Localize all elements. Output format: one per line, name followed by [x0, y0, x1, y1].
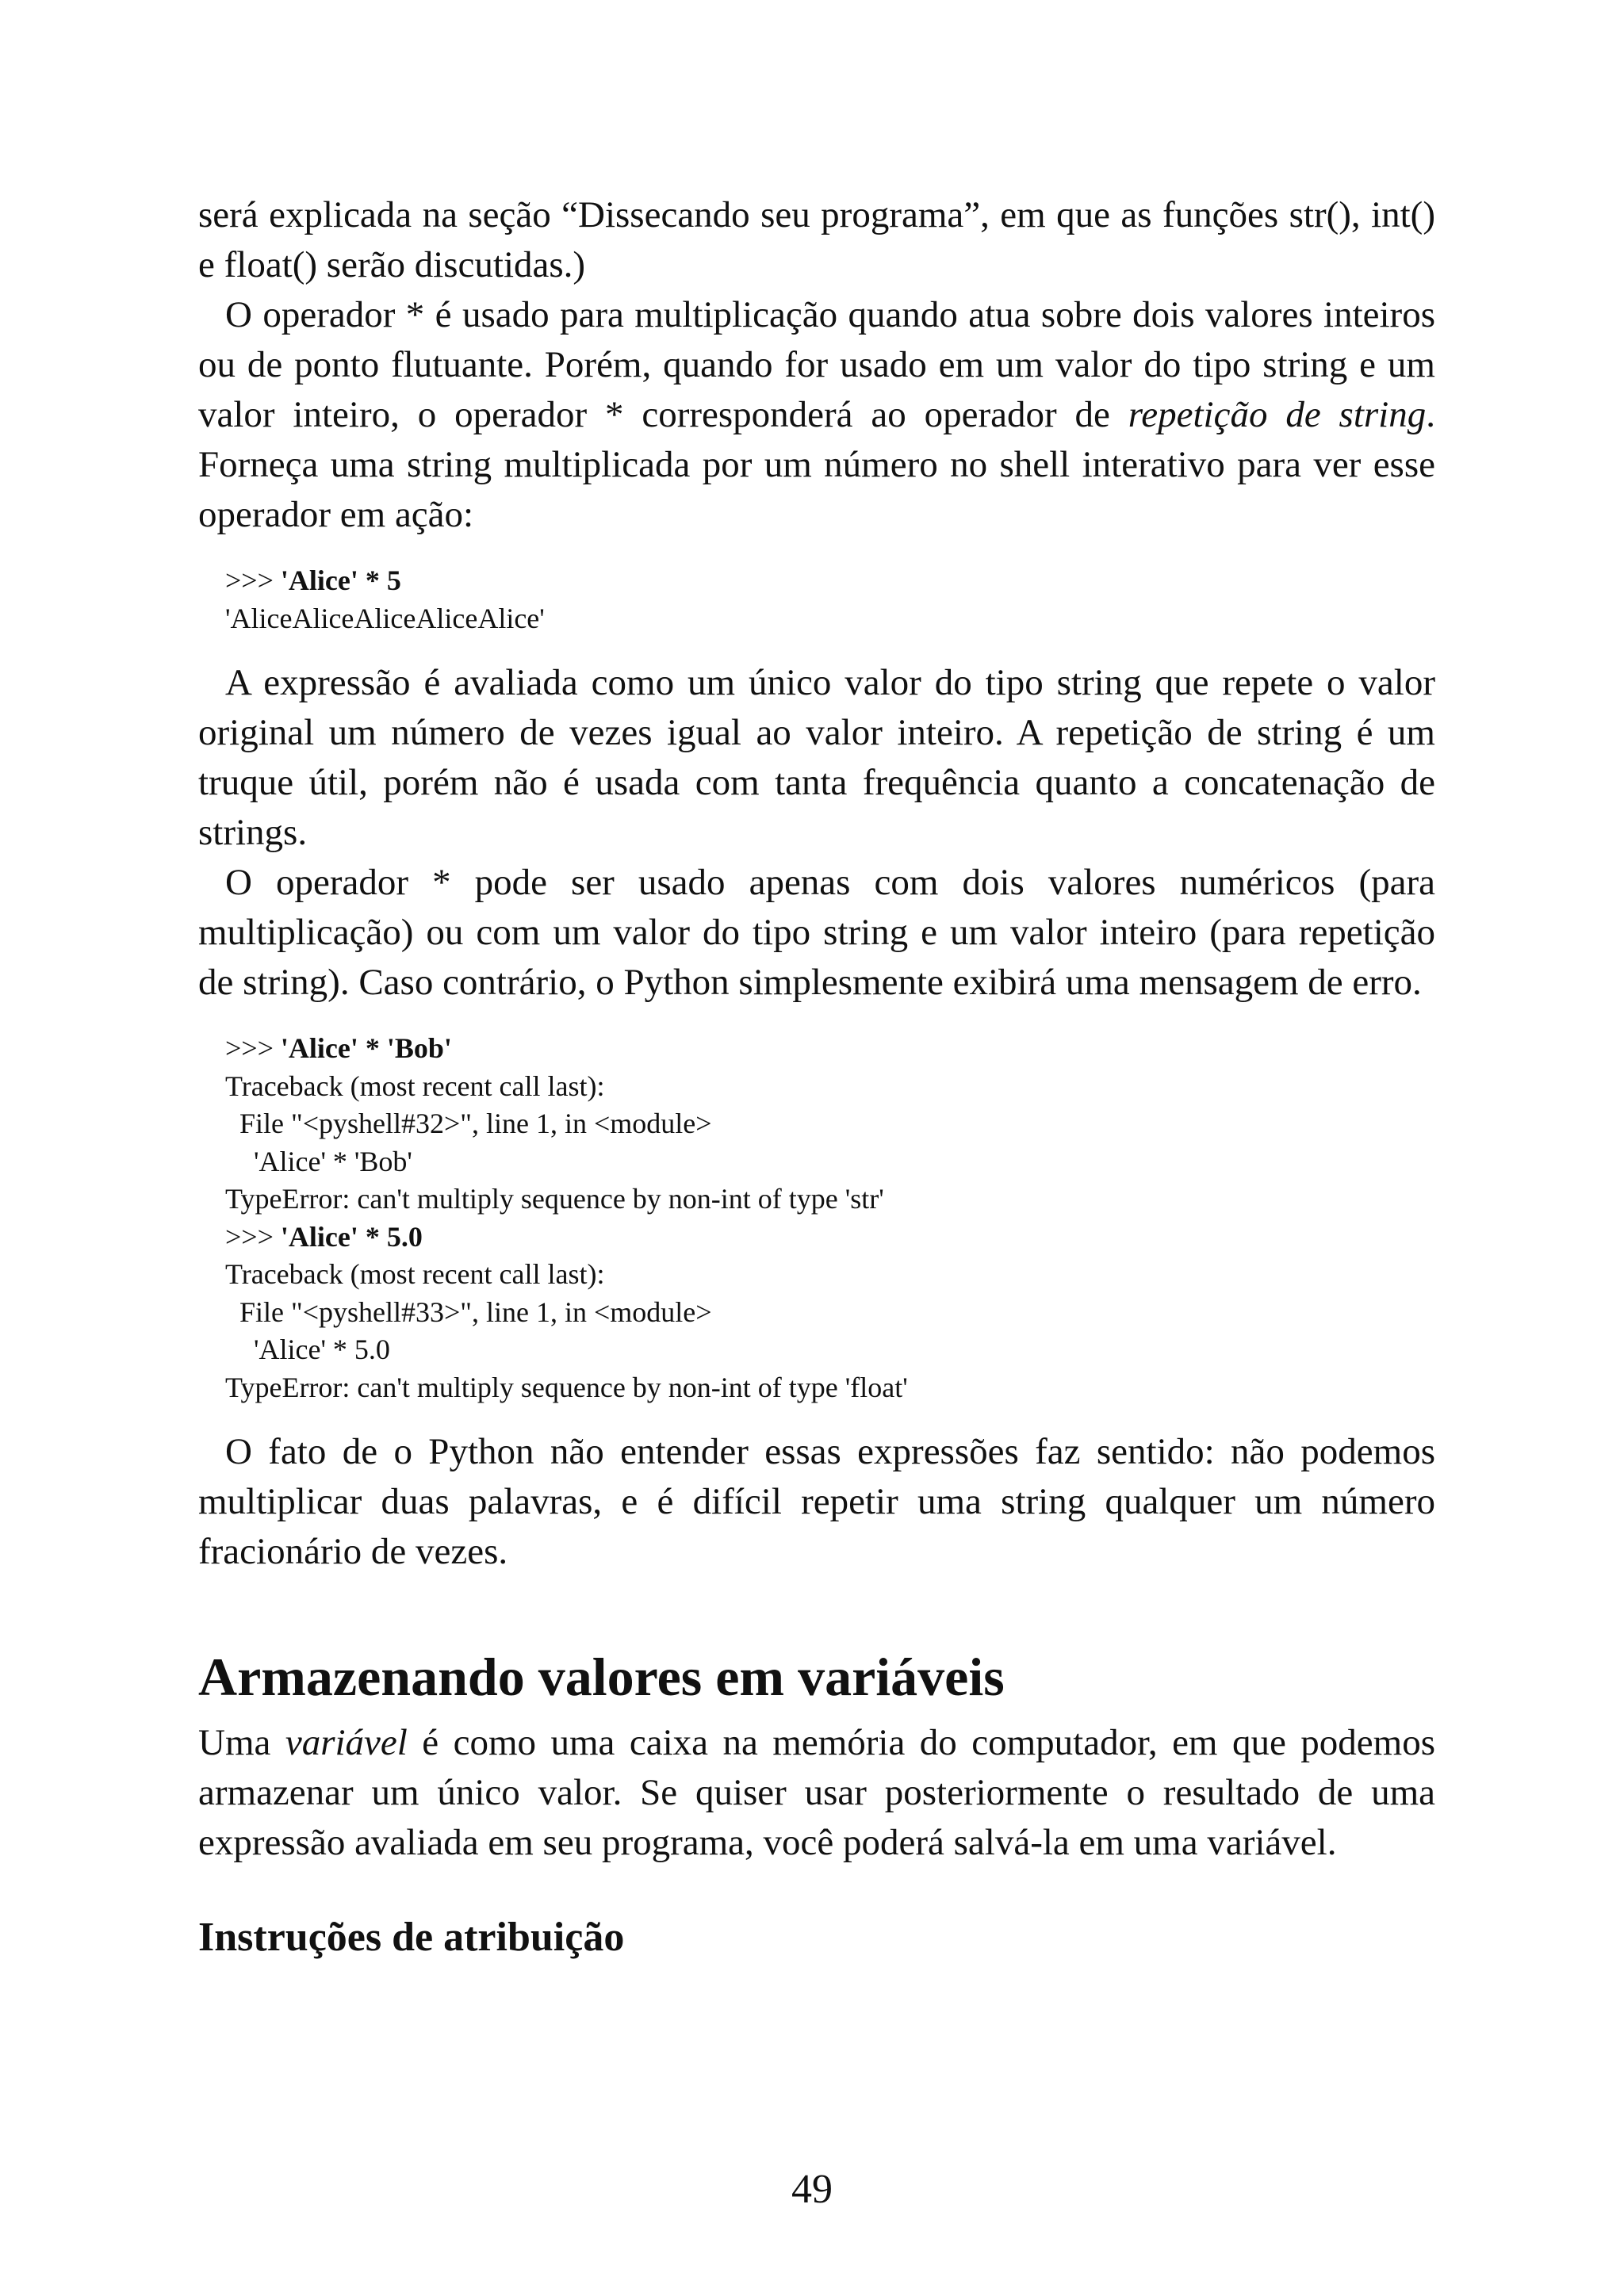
- paragraph-python-explanation: O fato de o Python não entender essas expressões faz sentido: não podemos multiplicar duas palavras, e é difícil repetir uma string qualquer um número fracionário de vezes.: [198, 1431, 1435, 1572]
- section-heading: Armazenando valores em variáveis: [198, 1647, 1005, 1707]
- page-number: 49: [791, 2167, 833, 2212]
- code-input: 'Alice' * 'Bob': [280, 1032, 452, 1064]
- page-content: [198, 190, 1435, 1963]
- paragraph-operator-restriction: O operador * pode ser usado apenas com dois valores numéricos (para multiplicação) ou com um valor do tipo string e um valor inteiro (para repetição de string). Caso contrário, o Python simplesmente exibirá uma mensagem de erro.: [198, 862, 1435, 1003]
- shell-prompt: >>>: [225, 1032, 281, 1064]
- subsection-heading: Instruções de atribuição: [198, 1915, 625, 1960]
- code-output: Traceback (most recent call last):: [225, 1070, 605, 1102]
- code-output: 'Alice' * 'Bob': [225, 1145, 412, 1177]
- paragraph-text: é como uma caixa na memória do computador, em que podemos armazenar um único valor. Se quiser usar posteriormente o resultado de uma expressão avaliada em seu programa, você poderá salvá-la em uma variável.: [198, 1722, 1435, 1863]
- code-line: [225, 1219, 1435, 1257]
- paragraph-expression-evaluated: A expressão é avaliada como um único valor do tipo string que repete o valor original um número de vezes igual ao valor inteiro. A repetição de string é um truque útil, porém não é usada com tanta frequência quanto a concatenação de strings.: [198, 662, 1435, 853]
- paragraph-text: Uma: [198, 1722, 285, 1763]
- paragraph-continuation: será explicada na seção “Dissecando seu programa”, em que as funções str(), int() e float() serão discutidas.): [198, 194, 1435, 285]
- code-output: TypeError: can't multiply sequence by non-int of type 'float': [225, 1371, 908, 1403]
- paragraph-multiplication-operator: [198, 290, 1435, 540]
- code-input: 'Alice' * 5: [280, 564, 401, 596]
- shell-prompt: >>>: [225, 564, 281, 596]
- code-block-repetition: [225, 562, 1435, 637]
- code-line: [225, 1030, 1435, 1068]
- code-input: 'Alice' * 5.0: [280, 1220, 423, 1253]
- paragraph-variable-definition: [198, 1718, 1435, 1868]
- code-line: [225, 562, 1435, 600]
- code-output: 'Alice' * 5.0: [225, 1334, 390, 1365]
- emphasis-string-repetition: repetição de string: [1128, 394, 1427, 435]
- code-output: Traceback (most recent call last):: [225, 1258, 605, 1290]
- code-output: File "<pyshell#33>", line 1, in <module>: [225, 1295, 712, 1328]
- code-output: TypeError: can't multiply sequence by non-int of type 'str': [225, 1183, 884, 1215]
- code-output: File "<pyshell#32>", line 1, in <module>: [225, 1108, 712, 1139]
- paragraph-text: O operador * é usado para multiplicação quando atua sobre dois valores inteiros ou de ponto flutuante. Porém, quando for usado em um valor do tipo string e um valor inteiro, o operador * corresponderá ao operador de: [198, 294, 1435, 435]
- code-output: 'AliceAliceAliceAliceAlice': [225, 602, 545, 634]
- shell-prompt: >>>: [225, 1220, 281, 1253]
- code-block-errors: [225, 1030, 1435, 1406]
- emphasis-variable: variável: [285, 1722, 408, 1763]
- paragraph-text: . Forneça uma string multiplicada por um número no shell interativo para ver esse operador em ação:: [198, 394, 1435, 535]
